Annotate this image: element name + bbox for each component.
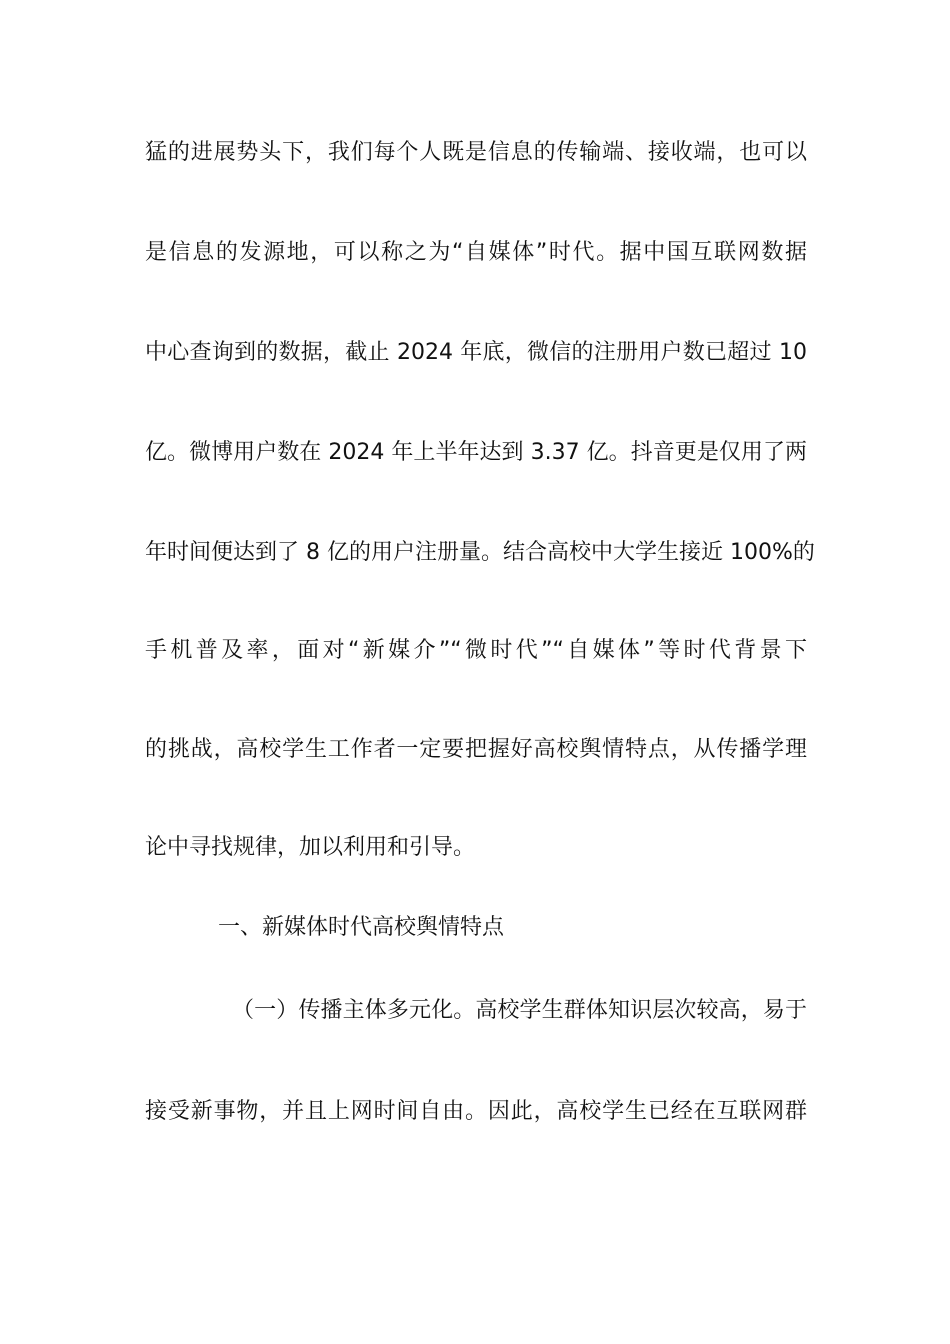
section-heading: 一、新媒体时代高校舆情特点 <box>218 915 505 940</box>
paragraph-line: 论中寻找规律，加以利用和引导。 <box>145 835 476 860</box>
paragraph-line: 猛的进展势头下，我们每个人既是信息的传输端、接收端，也可以 <box>145 140 807 165</box>
paragraph-line: 的挑战，高校学生工作者一定要把握好高校舆情特点，从传播学理 <box>145 737 807 762</box>
paragraph-line: 亿。微博用户数在 2024 年上半年达到 3.37 亿。抖音更是仅用了两 <box>145 440 807 465</box>
paragraph-line: 中心查询到的数据，截止 2024 年底，微信的注册用户数已超过 10 <box>145 340 807 365</box>
paragraph-line: 是信息的发源地，可以称之为“自媒体”时代。据中国互联网数据 <box>145 240 807 265</box>
paragraph-line: 接受新事物，并且上网时间自由。因此，高校学生已经在互联网群 <box>145 1099 807 1124</box>
paragraph-line: 手机普及率，面对“新媒介”“微时代”“自媒体”等时代背景下 <box>145 638 807 663</box>
paragraph-line: （一）传播主体多元化。高校学生群体知识层次较高，易于 <box>232 998 807 1023</box>
paragraph-line: 年时间便达到了 8 亿的用户注册量。结合高校中大学生接近 100%的 <box>145 540 815 565</box>
